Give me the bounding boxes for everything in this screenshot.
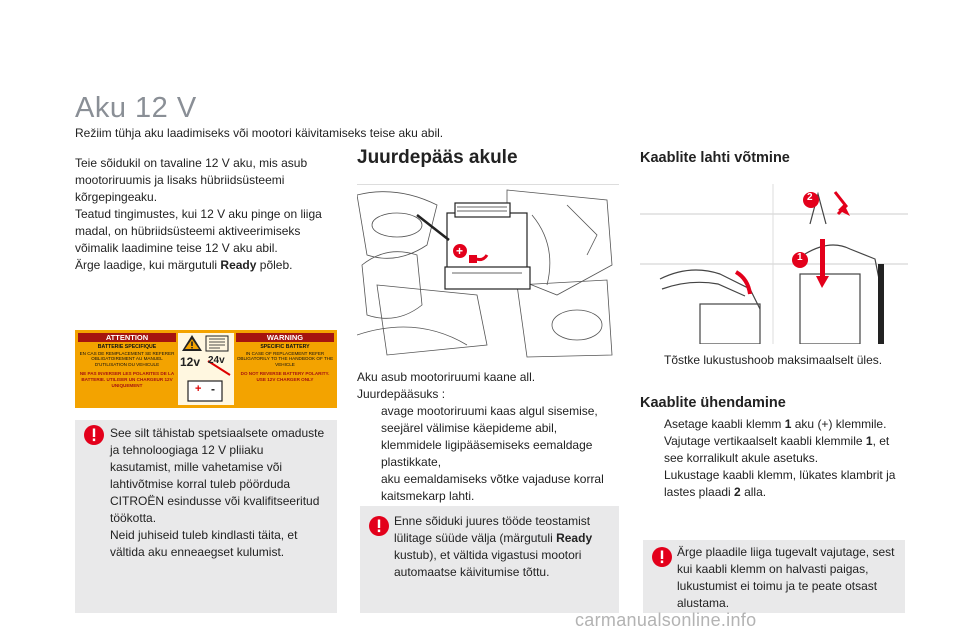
label-fr-block — [78, 345, 176, 388]
warning-box-ignition — [360, 506, 619, 613]
connect-step-text: alla. — [740, 485, 767, 499]
intro-text — [75, 155, 340, 274]
label-en-block — [236, 345, 334, 383]
warning2-text-post: kustub), et vältida vigastusi mootori automaatse käivitumise tõttu. — [394, 548, 582, 579]
warning3-text: Ärge plaadile liiga tugevalt vajutage, sest kui kaabli klemm on halvasti paigas, lukustumist ei toimu ja te peate otsast alustama. — [677, 545, 895, 610]
intro-p3-end: põleb. — [256, 258, 293, 272]
marker-2: 2 — [807, 192, 813, 203]
warning-box-label-info — [75, 420, 337, 613]
figure-plus-marker: + — [456, 244, 464, 258]
exclamation-warning-icon — [83, 424, 105, 451]
intro-paragraph-1: Teie sõidukil on tavaline 12 V aku, mis asub mootoriruumis ja lisaks hübriidsüsteemi kõrgepingeaku. — [75, 156, 308, 204]
intro-p3-text: Ärge laadige, kui märgutuli — [75, 258, 221, 272]
engine-bay-drawing — [357, 185, 619, 360]
access-line-1: Aku asub mootoriruumi kaane all. — [357, 370, 536, 384]
cable-clamp-figure — [640, 184, 908, 344]
connect-step-text: Lukustage kaabli klemm, lükates klambrit ja lastes plaadi — [664, 468, 896, 499]
label-fr-warn: NE PAS INVERSER LES POLARITES DE LA BATTERIE. UTILISER UN CHARGEUR 12V UNIQUEMENT — [79, 371, 175, 388]
access-step-text: avage mootoriruumi kaas algul sisemise, seejärel välimise käepideme abil, — [381, 404, 598, 435]
disconnect-steps-list — [640, 352, 908, 369]
label-12v: 12v — [180, 355, 201, 369]
page-title: Aku 12 V — [75, 92, 197, 124]
label-en-warn: DO NOT REVERSE BATTERY POLARITY. USE 12V CHARGER ONLY — [240, 371, 330, 382]
label-24v: 24v — [208, 355, 225, 366]
access-steps-list — [357, 403, 622, 505]
cable-clamp-drawing — [640, 184, 908, 344]
disconnect-step-text: Tõstke lukustushoob maksimaalselt üles. — [664, 353, 883, 367]
list-item — [357, 437, 622, 471]
access-line-2: Juurdepääsuks : — [357, 387, 446, 401]
exclamation-warning-icon — [368, 515, 390, 542]
warning1-text-1: See silt tähistab spetsiaalsete omaduste ja tehnoloogiaga 12 V pliiaku kasutamist, mille vahetamise või lahtivõtmise korral tuleb pöörduda CITROËN esindusse või kvalifitseeritud töökotta. — [110, 426, 325, 525]
list-item — [640, 433, 908, 467]
list-item — [640, 467, 908, 501]
warning1-text-2: Neid juhiseid tuleb kindlasti täita, et vältida aku enneaegset kulumist. — [110, 528, 298, 559]
label-attention: ATTENTION — [78, 333, 176, 342]
access-step-text: klemmidele ligipääsemiseks eemaldage plastikkate, — [381, 438, 593, 469]
connect-step-text: aku (+) klemmile. — [791, 417, 887, 431]
list-item — [640, 416, 908, 433]
label-fr-head: BATTERIE SPECIFIQUE — [97, 344, 157, 350]
connect-heading: Kaablite ühendamine — [640, 395, 786, 411]
ready-indicator-name: Ready — [220, 258, 257, 272]
ready-indicator-name: Ready — [556, 531, 593, 545]
warning2-text-pre: Enne sõiduki juures tööde teostamist lülitage süüde välja (märgutuli — [394, 514, 591, 545]
label-fr-text: EN CAS DE REMPLACEMENT SE REFERER OBLIGATOIREMENT AU MANUEL D'UTILISATION DU VEHICULE — [79, 350, 175, 367]
label-en-text: IN CASE OF REPLACEMENT REFER OBLIGATORILY TO THE HANDBOOK OF THE VEHICLE — [236, 350, 334, 367]
step-number: 2 — [734, 485, 741, 499]
step-number: 1 — [784, 417, 792, 431]
intro-paragraph-2: Teatud tingimustes, kui 12 V aku pinge on liiga madal, on hübriidsüsteemi aktiveerimiseks võimalik laadimine teise 12 V aku abil. — [75, 207, 322, 255]
intro-paragraph-3 — [75, 257, 340, 274]
disconnect-heading: Kaablite lahti võtmine — [640, 150, 790, 166]
warning-box-plate — [643, 540, 905, 613]
label-en-head: SPECIFIC BATTERY — [260, 344, 310, 350]
label-center-panel — [178, 333, 234, 405]
connect-step-text: Vajutage vertikaalselt kaabli klemmile — [664, 434, 866, 448]
marker-1: 1 — [797, 252, 803, 263]
page-subtitle: Režiim tühja aku laadimiseks või mootori käivitamiseks teise aku abil. — [75, 126, 444, 140]
list-item — [640, 352, 908, 369]
exclamation-warning-icon — [651, 546, 673, 573]
engine-bay-figure — [357, 184, 619, 360]
list-item — [357, 403, 622, 437]
access-step-text: aku eemaldamiseks võtke vajaduse korral kaitsmekarp lahti. — [381, 472, 604, 503]
connect-step-text: Asetage kaabli klemm — [664, 417, 785, 431]
label-plus: + — [195, 383, 202, 395]
warning-triangle-icon — [178, 333, 234, 405]
step-number: 1 — [865, 434, 873, 448]
label-warning: WARNING — [236, 333, 334, 342]
watermark-text: carmanualsonline.info — [575, 610, 757, 630]
access-heading: Juurdepääs akule — [357, 147, 518, 168]
list-item — [357, 471, 622, 505]
connect-steps-list — [640, 416, 908, 501]
label-minus: - — [211, 382, 215, 396]
battery-warning-label — [75, 330, 337, 408]
warning2-text — [394, 513, 609, 581]
access-instructions — [357, 369, 622, 505]
connect-step-text: , et see korralikult akule asetuks. — [664, 434, 890, 465]
